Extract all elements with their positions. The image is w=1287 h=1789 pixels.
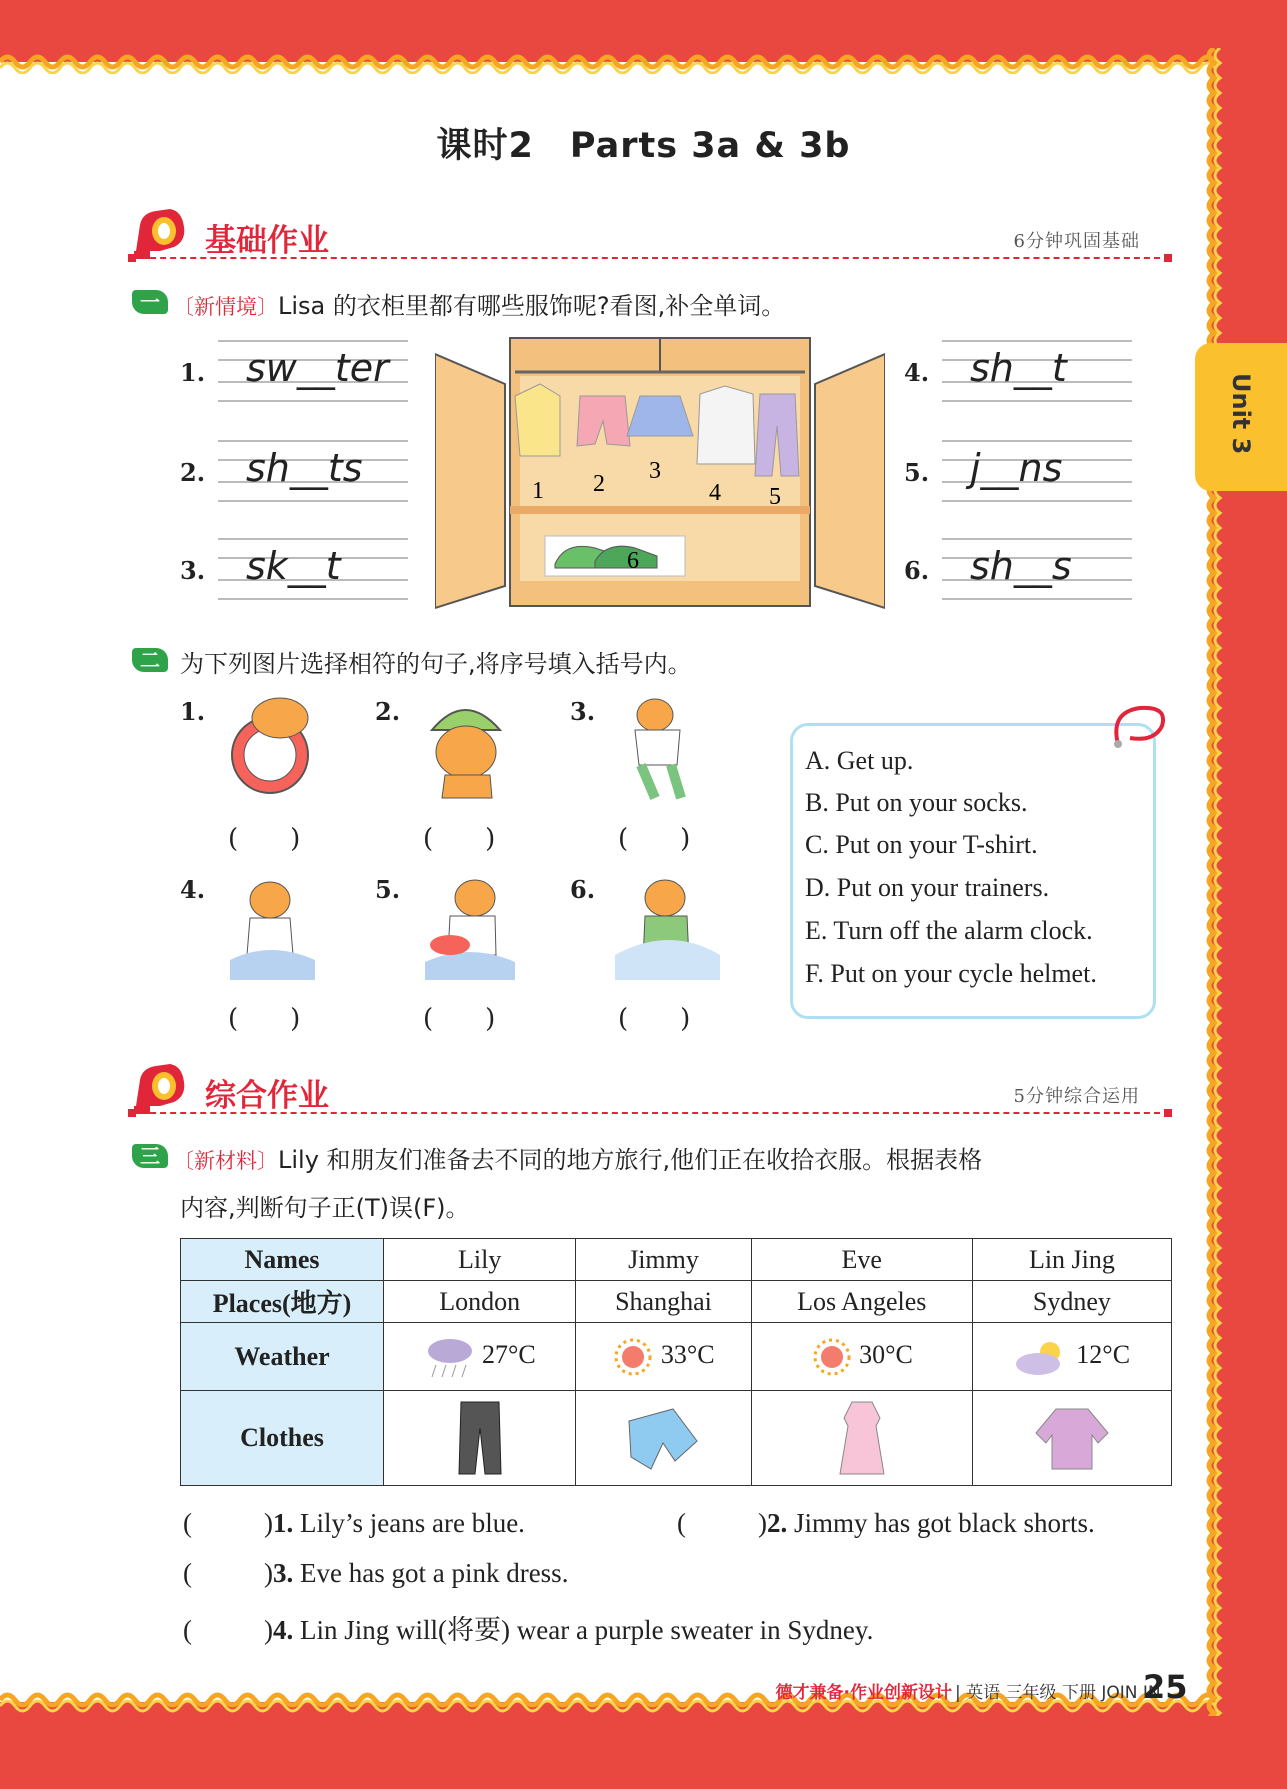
travel-table [180,1238,1172,1486]
table-row [181,1281,1172,1323]
option-f: F. Put on your cycle helmet. [805,959,1097,988]
sentence-number: 4. [273,1615,294,1645]
wardrobe-label-2: 2 [593,471,605,497]
weather-cell-sunny [576,1323,751,1391]
answer-paren-5[interactable]: ( ) [423,1004,496,1034]
tf-sentence-4[interactable] [183,1608,873,1647]
option-b: B. Put on your socks. [805,788,1028,817]
section-divider [130,1112,1170,1114]
clothes-cell [972,1391,1171,1486]
sentence-text: Lin Jing will(将要) wear a purple sweater in Sydney. [293,1615,874,1645]
word-text: sh__t [970,346,1067,390]
wardrobe-label-4: 4 [709,480,721,506]
name-cell: Jimmy [576,1239,751,1281]
clothes-cell [751,1391,972,1486]
place-cell: Shanghai [576,1281,751,1323]
section-comprehensive-note: 5分钟综合运用 [1013,1086,1140,1107]
word-item-5[interactable] [904,440,1132,502]
tf-sentence-3[interactable] [183,1558,568,1589]
sun-icon [811,1336,853,1378]
pink-dress-icon [832,1398,892,1478]
picture-number-5: 5. [375,875,401,904]
question-3-prompt-line1 [173,1140,982,1175]
question-3-tag: 〔新材料〕 [173,1149,278,1173]
tf-sentence-1[interactable] [183,1508,525,1539]
weather-cell-rain [384,1323,576,1391]
weather-cell-sunny [751,1323,972,1391]
word-text: sk__t [246,544,341,588]
megaphone-icon [130,1060,192,1120]
answer-paren-2[interactable]: ( ) [423,824,496,854]
word-number: 5. [904,458,930,487]
word-number: 6. [904,556,930,585]
answer-paren-4[interactable]: ( ) [228,1004,301,1034]
header-names: Names [181,1239,384,1281]
section-basic-header [130,205,1170,275]
section-basic-note: 6分钟巩固基础 [1013,231,1140,252]
picture-number-6: 6. [570,875,596,904]
word-text: sh__s [970,544,1072,588]
paren-close: ) [264,1508,273,1538]
wardrobe-illustration [435,336,885,611]
purple-sweater-icon [1032,1403,1112,1473]
footer-info: | 英语 三年级 下册 JOIN IN [955,1683,1161,1703]
blue-shorts-icon [623,1403,703,1473]
word-item-2[interactable] [180,440,408,502]
word-item-6[interactable] [904,538,1132,600]
question-3-text: Lily 和朋友们准备去不同的地方旅行,他们正在收拾衣服。根据表格 [278,1146,983,1174]
clothes-cell [576,1391,751,1486]
picture-number-1: 1. [180,697,206,726]
lesson-title: 课时2 Parts 3a & 3b [436,126,851,166]
unit-tab [1195,343,1287,491]
wardrobe-label-3: 3 [649,458,661,484]
page-number: 25 [1143,1668,1188,1706]
tiger-socks-image [225,870,320,980]
options-box [790,723,1156,1019]
sentence-text: Lily’s jeans are blue. [293,1508,525,1538]
question-badge-1: 一 [132,290,168,314]
right-wave-border [1200,48,1226,1716]
header-places: Places(地方) [181,1281,384,1323]
tiger-tshirt-image [615,690,710,800]
word-text: sw__ter [246,346,389,390]
question-badge-3: 三 [132,1144,168,1168]
question-1-tag: 〔新情境〕 [173,295,278,319]
word-text: sh__ts [246,446,363,490]
paren-open: ( [677,1508,686,1538]
sentence-number: 2. [767,1508,788,1538]
temperature: 30°C [859,1339,913,1369]
cloudy-sun-icon [1014,1336,1070,1378]
section-divider [130,257,1170,259]
rain-cloud-icon [424,1335,476,1379]
word-number: 2. [180,458,206,487]
tiger-trainers-image [420,870,520,980]
unit-tab-label: Unit 3 [1227,373,1255,455]
paren-close: ) [758,1508,767,1538]
name-cell: Eve [751,1239,972,1281]
header-weather: Weather [181,1323,384,1391]
ring-clip-icon [1110,702,1170,752]
answer-paren-3[interactable]: ( ) [618,824,691,854]
word-item-4[interactable] [904,340,1132,402]
paren-open: ( [183,1615,192,1645]
temperature: 33°C [660,1339,715,1369]
option-a: A. Get up. [805,746,914,775]
temperature: 12°C [1076,1339,1131,1369]
tiger-cycle-helmet-image [420,690,515,800]
question-1-text: Lisa 的衣柜里都有哪些服饰呢?看图,补全单词。 [278,292,786,320]
footer-brand: 德才兼备·作业创新设计 [775,1683,952,1703]
sentence-text: Jimmy has got black shorts. [787,1508,1095,1538]
sentence-text: Eve has got a pink dress. [293,1558,569,1588]
picture-number-4: 4. [180,875,206,904]
place-cell: London [384,1281,576,1323]
table-row [181,1239,1172,1281]
question-badge-2: 二 [132,648,168,672]
page-footer [0,1670,1287,1710]
word-item-1[interactable] [180,340,408,402]
paren-close: ) [264,1558,273,1588]
section-comprehensive-title: 综合作业 [205,1078,329,1114]
answer-paren-6[interactable]: ( ) [618,1004,691,1034]
paren-open: ( [183,1558,192,1588]
word-text: j__ns [970,446,1063,490]
option-e: E. Turn off the alarm clock. [805,916,1093,945]
section-comprehensive-header [130,1060,1170,1130]
header-clothes: Clothes [181,1391,384,1486]
black-jeans-icon [455,1398,505,1478]
paren-open: ( [183,1508,192,1538]
question-2-text: 为下列图片选择相符的句子,将序号填入括号内。 [180,650,692,678]
place-cell: Los Angeles [751,1281,972,1323]
paren-close: ) [264,1615,273,1645]
wardrobe-label-5: 5 [769,484,781,510]
section-basic-title: 基础作业 [205,223,329,259]
temperature: 27°C [482,1339,536,1369]
tf-sentence-2[interactable] [677,1508,1095,1539]
option-d: D. Put on your trainers. [805,873,1050,902]
wardrobe-label-1: 1 [532,478,544,504]
word-number: 3. [180,556,206,585]
word-number: 1. [180,358,206,387]
name-cell: Lily [384,1239,576,1281]
clothes-cell [384,1391,576,1486]
picture-number-2: 2. [375,697,401,726]
option-c: C. Put on your T-shirt. [805,830,1038,859]
wardrobe-label-6: 6 [627,548,639,574]
name-cell: Lin Jing [972,1239,1171,1281]
tiger-alarm-clock-image [225,690,320,800]
sentence-number: 1. [273,1508,294,1538]
weather-cell-cloudy [972,1323,1171,1391]
table-row [181,1391,1172,1486]
place-cell: Sydney [972,1281,1171,1323]
tiger-get-up-image [615,870,720,980]
top-wave-border [0,48,1215,74]
answer-paren-1[interactable]: ( ) [228,824,301,854]
picture-number-3: 3. [570,697,596,726]
question-1-prompt [173,286,785,321]
question-3-prompt-line2: 内容,判断句子正(T)误(F)。 [180,1194,470,1222]
sentence-number: 3. [273,1558,294,1588]
megaphone-icon [130,205,192,265]
table-row [181,1323,1172,1391]
sun-icon [612,1336,654,1378]
word-item-3[interactable] [180,538,408,600]
word-number: 4. [904,358,930,387]
